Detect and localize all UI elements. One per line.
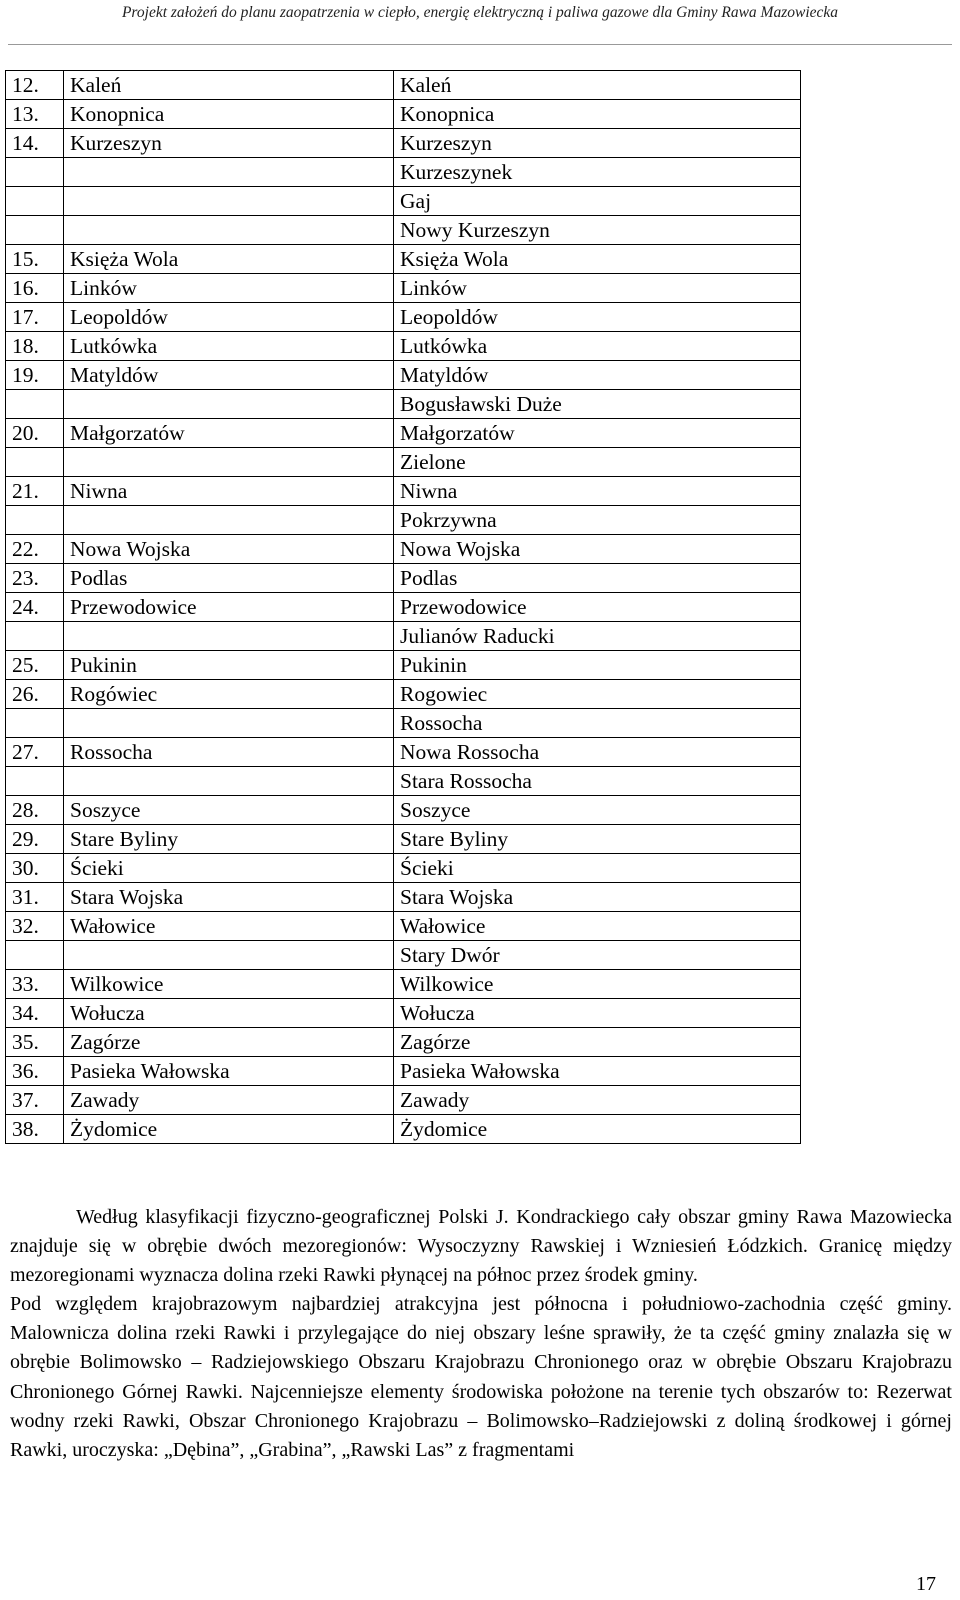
body-text (10, 1203, 952, 1465)
village-name: Bogusławski Duże (394, 390, 801, 419)
row-number (6, 158, 64, 187)
table-row (6, 245, 801, 274)
village-name: Konopnica (394, 100, 801, 129)
village-name: Przewodowice (394, 593, 801, 622)
village-name: Zawady (394, 1086, 801, 1115)
sołectwo-name: Leopoldów (64, 303, 394, 332)
row-number: 23. (6, 564, 64, 593)
places-table (5, 70, 801, 1144)
table-row (6, 999, 801, 1028)
row-number (6, 506, 64, 535)
row-number (6, 622, 64, 651)
sołectwo-name (64, 390, 394, 419)
sołectwo-name: Przewodowice (64, 593, 394, 622)
row-number: 20. (6, 419, 64, 448)
row-number (6, 941, 64, 970)
village-name: Matyldów (394, 361, 801, 390)
village-name: Zagórze (394, 1028, 801, 1057)
row-number: 25. (6, 651, 64, 680)
village-name: Stara Rossocha (394, 767, 801, 796)
village-name: Podlas (394, 564, 801, 593)
sołectwo-name: Konopnica (64, 100, 394, 129)
table-row (6, 738, 801, 767)
row-number: 24. (6, 593, 64, 622)
table-row (6, 303, 801, 332)
village-name: Pasieka Wałowska (394, 1057, 801, 1086)
row-number: 33. (6, 970, 64, 999)
table-row (6, 187, 801, 216)
village-name: Małgorzatów (394, 419, 801, 448)
row-number: 18. (6, 332, 64, 361)
paragraph: Pod względem krajobrazowym najbardziej atrakcyjna jest północna i południowo-zachodnia część gminy. Malownicza dolina rzeki Rawki i przylegające do niej obszary leśne sprawiły, że ta część gminy znalazła się w obrębie Bolimowsko – Radziejowskiego Obszaru Krajobrazu Chronionego oraz w obrębie Obszaru Krajobrazu Chronionego Górnej Rawki. Najcenniejsze elementy środowiska położone na terenie tych obszarów to: Rezerwat wodny rzeki Rawki, Obszar Chronionego Krajobrazu – Bolimowsko–Radziejowski z doliną środkowej i górnej Rawki, uroczyska: „Dębina”, „Grabina”, „Rawski Las” z fragmentami (10, 1293, 952, 1461)
village-name: Kaleń (394, 71, 801, 100)
village-name: Rogowiec (394, 680, 801, 709)
village-name: Kurzeszynek (394, 158, 801, 187)
row-number (6, 767, 64, 796)
header-divider (8, 44, 952, 45)
table-row (6, 1115, 801, 1144)
row-number: 30. (6, 854, 64, 883)
table-row (6, 477, 801, 506)
sołectwo-name: Nowa Wojska (64, 535, 394, 564)
village-name: Nowa Wojska (394, 535, 801, 564)
row-number: 16. (6, 274, 64, 303)
sołectwo-name (64, 158, 394, 187)
row-number: 28. (6, 796, 64, 825)
sołectwo-name: Zagórze (64, 1028, 394, 1057)
row-number: 29. (6, 825, 64, 854)
table-row (6, 448, 801, 477)
sołectwo-name: Małgorzatów (64, 419, 394, 448)
table-row (6, 158, 801, 187)
sołectwo-name (64, 941, 394, 970)
sołectwo-name: Podlas (64, 564, 394, 593)
table-row (6, 912, 801, 941)
row-number: 13. (6, 100, 64, 129)
table-row (6, 506, 801, 535)
table-row (6, 767, 801, 796)
sołectwo-name (64, 216, 394, 245)
table-row (6, 825, 801, 854)
table-row (6, 100, 801, 129)
village-name: Pukinin (394, 651, 801, 680)
village-name: Linków (394, 274, 801, 303)
row-number: 21. (6, 477, 64, 506)
table-row (6, 796, 801, 825)
table-row (6, 390, 801, 419)
sołectwo-name (64, 622, 394, 651)
village-name: Nowy Kurzeszyn (394, 216, 801, 245)
village-name: Nowa Rossocha (394, 738, 801, 767)
sołectwo-name: Kaleń (64, 71, 394, 100)
row-number: 37. (6, 1086, 64, 1115)
table-row (6, 941, 801, 970)
table-row (6, 1028, 801, 1057)
row-number: 38. (6, 1115, 64, 1144)
table-row (6, 622, 801, 651)
table-row (6, 1086, 801, 1115)
table-row (6, 332, 801, 361)
village-name: Stary Dwór (394, 941, 801, 970)
sołectwo-name: Stare Byliny (64, 825, 394, 854)
row-number: 31. (6, 883, 64, 912)
sołectwo-name: Niwna (64, 477, 394, 506)
table-row (6, 651, 801, 680)
table-row (6, 593, 801, 622)
table-row (6, 274, 801, 303)
table-row (6, 1057, 801, 1086)
village-name: Stara Wojska (394, 883, 801, 912)
village-name: Niwna (394, 477, 801, 506)
row-number (6, 187, 64, 216)
sołectwo-name: Rossocha (64, 738, 394, 767)
village-name: Kurzeszyn (394, 129, 801, 158)
row-number: 34. (6, 999, 64, 1028)
village-name: Wałowice (394, 912, 801, 941)
village-name: Julianów Raducki (394, 622, 801, 651)
sołectwo-name: Księża Wola (64, 245, 394, 274)
table-row (6, 680, 801, 709)
places-table-body (6, 71, 801, 1144)
sołectwo-name: Rogówiec (64, 680, 394, 709)
village-name: Soszyce (394, 796, 801, 825)
sołectwo-name (64, 767, 394, 796)
village-name: Księża Wola (394, 245, 801, 274)
paragraph: Według klasyfikacji fizyczno-geograficznej Polski J. Kondrackiego cały obszar gminy Rawa Mazowiecka znajduje się w obrębie dwóch mezoregionów: Wysoczyzny Rawskiej i Wzniesień Łódzkich. Granicę między mezoregionami wyznacza dolina rzeki Rawki płynącej na północ przez środek gminy. (10, 1206, 952, 1287)
table-row (6, 564, 801, 593)
sołectwo-name: Wilkowice (64, 970, 394, 999)
sołectwo-name (64, 187, 394, 216)
village-name: Lutkówka (394, 332, 801, 361)
row-number: 36. (6, 1057, 64, 1086)
village-name: Leopoldów (394, 303, 801, 332)
sołectwo-name: Soszyce (64, 796, 394, 825)
page-number: 17 (916, 1573, 936, 1595)
row-number: 12. (6, 71, 64, 100)
row-number (6, 390, 64, 419)
village-name: Gaj (394, 187, 801, 216)
sołectwo-name: Kurzeszyn (64, 129, 394, 158)
sołectwo-name: Pukinin (64, 651, 394, 680)
village-name: Wilkowice (394, 970, 801, 999)
village-name: Pokrzywna (394, 506, 801, 535)
table-row (6, 71, 801, 100)
village-name: Rossocha (394, 709, 801, 738)
row-number: 26. (6, 680, 64, 709)
row-number (6, 448, 64, 477)
village-name: Żydomice (394, 1115, 801, 1144)
row-number: 15. (6, 245, 64, 274)
village-name: Zielone (394, 448, 801, 477)
sołectwo-name: Zawady (64, 1086, 394, 1115)
row-number: 17. (6, 303, 64, 332)
row-number: 19. (6, 361, 64, 390)
village-name: Wołucza (394, 999, 801, 1028)
table-row (6, 419, 801, 448)
sołectwo-name: Wołucza (64, 999, 394, 1028)
sołectwo-name (64, 506, 394, 535)
sołectwo-name: Lutkówka (64, 332, 394, 361)
village-name: Stare Byliny (394, 825, 801, 854)
table-row (6, 361, 801, 390)
row-number: 35. (6, 1028, 64, 1057)
table-row (6, 970, 801, 999)
row-number (6, 709, 64, 738)
table-row (6, 854, 801, 883)
row-number: 14. (6, 129, 64, 158)
table-row (6, 129, 801, 158)
page-header: Projekt założeń do planu zaopatrzenia w ciepło, energię elektryczną i paliwa gazowe dla Gminy Rawa Mazowiecka (121, 4, 839, 21)
sołectwo-name: Ścieki (64, 854, 394, 883)
table-row (6, 709, 801, 738)
sołectwo-name (64, 448, 394, 477)
table-row (6, 883, 801, 912)
sołectwo-name: Matyldów (64, 361, 394, 390)
row-number: 32. (6, 912, 64, 941)
row-number: 27. (6, 738, 64, 767)
sołectwo-name: Linków (64, 274, 394, 303)
sołectwo-name: Żydomice (64, 1115, 394, 1144)
table-row (6, 216, 801, 245)
row-number (6, 216, 64, 245)
table-row (6, 535, 801, 564)
row-number: 22. (6, 535, 64, 564)
sołectwo-name: Wałowice (64, 912, 394, 941)
sołectwo-name: Stara Wojska (64, 883, 394, 912)
sołectwo-name (64, 709, 394, 738)
sołectwo-name: Pasieka Wałowska (64, 1057, 394, 1086)
village-name: Ścieki (394, 854, 801, 883)
